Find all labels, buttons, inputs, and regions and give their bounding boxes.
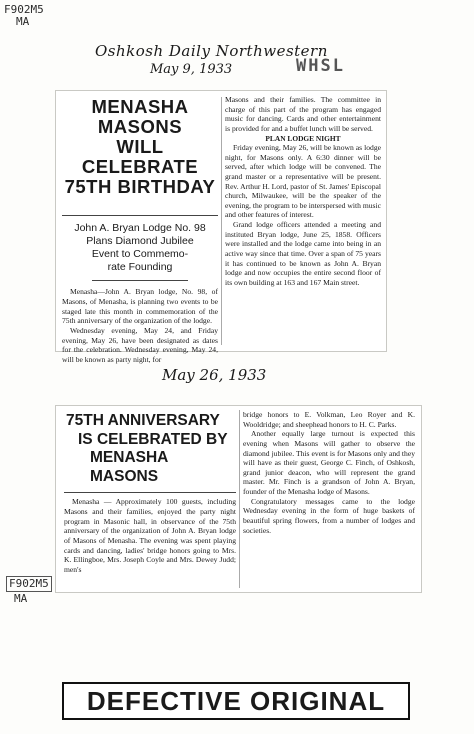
article1-headline-line: 75TH BIRTHDAY (64, 175, 216, 197)
paragraph: Congratulatory messages came to the lodge Wednesday evening in the form of huge baskets of beautiful spring flowers, from a number of lodges and societies. (243, 496, 415, 535)
clipping-1 (55, 90, 387, 364)
article1-subhead-line: Plans Diamond Jubilee (86, 234, 194, 247)
article1-subhead (62, 222, 218, 275)
article1-headline-line: WILL CELEBRATE (81, 135, 199, 177)
newspaper-name: Oshkosh Daily Northwestern (95, 42, 328, 60)
archive-code-left-line2: MA (14, 592, 28, 605)
article1-body-col1 (62, 287, 218, 364)
date-first: May 9, 1933 (150, 62, 233, 77)
article2-left-column (64, 412, 236, 588)
paragraph: bridge honors to E. Volkman, Leo Royer and K. Wooldridge; and sheephead honors to H. C. Parks. (243, 410, 415, 429)
article1-subhead-line: Event to Commemo- (91, 248, 189, 261)
article2-body-col2 (243, 410, 415, 535)
divider (62, 215, 218, 216)
clipping-2 (55, 405, 422, 593)
paragraph: Menasha — Approximately 100 guests, including Masons and their families, enjoyed the party night program in Masonic hall, in observance of the 75th anniversary of the organization of John A. Bryan lodge of Masons of Menasha. The evening was spent playing cards and dancing, ladies' bridge honors going to Mrs. K. Ellingboe, Mrs. Joseph Coyle and Mrs. Dewey Judd; men's (64, 497, 236, 574)
paragraph: Wednesday evening, May 24, and Friday evening, May 26, have been designated as dates for the celebration. Wednesday evening, May 24, will be known as party night, for (62, 325, 218, 364)
paragraph: Masons and their families. The committee in charge of this part of the program has engaged music for dancing. Cards and other entertainment is provided for and a buffet lunch will be served. (225, 95, 381, 133)
article2-headline (64, 412, 236, 486)
paragraph: Grand lodge officers attended a meeting and instituted Bryan lodge, June 25, 1858. Officers were installed and the lodge came into being in an active way since that time. Over a span of 75 years it has continued to be known as John A. Bryan lodge and now occupies the entire second floor of its own building at 163 and 167 Main street. (225, 220, 381, 287)
article1-subhead-line: rate Founding (107, 261, 173, 274)
archive-code-top (4, 4, 44, 28)
article1-body-col2 (225, 95, 381, 288)
section-subhead: PLAN LODGE NIGHT (265, 133, 341, 143)
column-divider (221, 97, 222, 345)
article2-right-column (243, 410, 415, 588)
article2-headline-line: 75TH ANNIVERSARY (66, 412, 220, 429)
archive-code-top-line1: F902M5 (4, 3, 44, 16)
article1-subhead-line: John A. Bryan Lodge No. 98 (74, 221, 206, 234)
paragraph: Menasha—John A. Bryan lodge, No. 98, of Masons, of Menasha, is planning two events to be staged late this month in commemoration of the 75th anniversary of the organization of the lodge. (62, 287, 218, 326)
article1-left-column (62, 96, 218, 364)
defective-original-label: DEFECTIVE ORIGINAL (62, 682, 410, 720)
archive-code-left (6, 576, 52, 606)
article2-headline-line: MENASHA MASONS (90, 449, 168, 485)
archive-code-left-line1: F902M5 (6, 576, 52, 592)
paragraph: Friday evening, May 26, will be known as lodge night, for Masons only. A 6:30 dinner will be served, after which lodge will be convened. The grand master or a representative will be present. Rev. Arthur H. Lord, pastor of St. James' Episcopal church, Milwaukee, will be the speaker of the evening, the program to be interspersed with music and other features of interest. (225, 142, 381, 220)
divider (92, 280, 188, 281)
divider (64, 492, 236, 493)
library-stamp: WHSL (296, 56, 345, 76)
archive-code-top-line2: MA (16, 15, 30, 28)
date-second: May 26, 1933 (162, 366, 267, 384)
article2-headline-line: IS CELEBRATED BY (78, 430, 228, 448)
article1-headline-line: MENASHA MASONS (91, 96, 189, 137)
column-divider (239, 410, 240, 588)
article1-headline (62, 97, 218, 197)
article1-right-column (225, 95, 381, 347)
article2-body-col1 (64, 497, 236, 574)
paragraph: Another equally large turnout is expected this evening when Masons will gather to observe the diamond jubilee. This event is for Masons only and they will have as their guest, George C. Finch, of Oshkosh, grand junior deacon, who will represent the grand master. Mr. Finch is a grandson of John A. Bryan, founder of the Menasha lodge of Masons. (243, 429, 415, 497)
